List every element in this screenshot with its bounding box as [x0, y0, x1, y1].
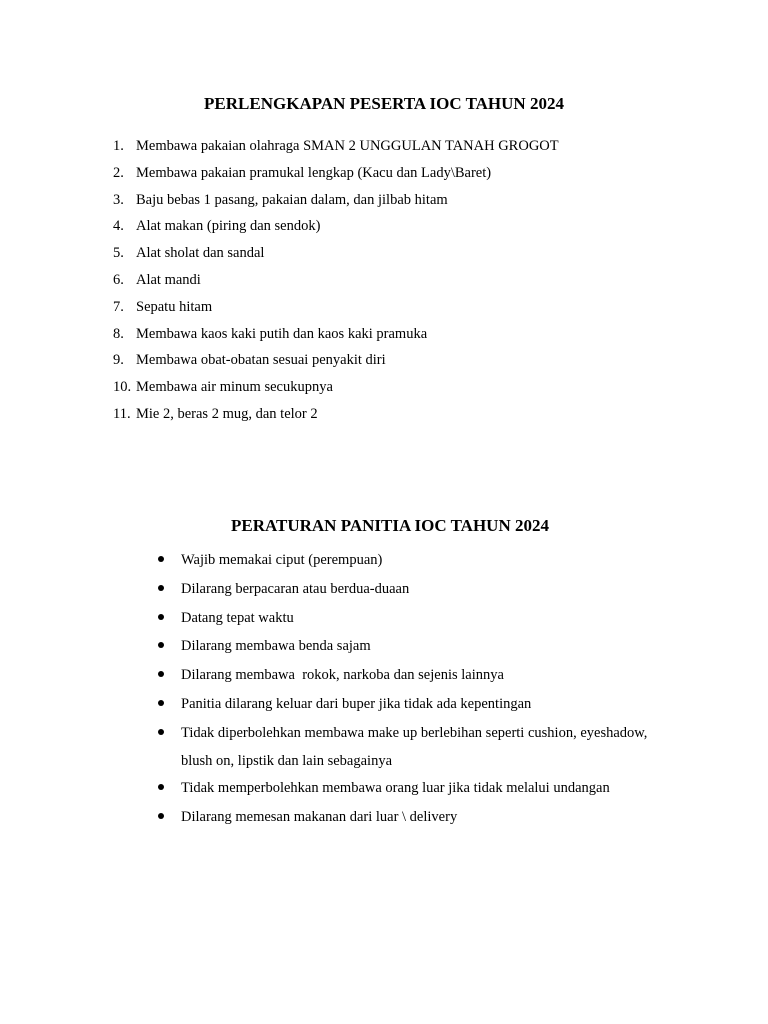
bullet-icon	[158, 614, 164, 620]
list-number: 8.	[113, 325, 124, 342]
bullet-icon	[158, 585, 164, 591]
list-item-text: Tidak memperbolehkan membawa orang luar jika tidak melalui undangan	[181, 780, 610, 797]
list-item-text: Membawa kaos kaki putih dan kaos kaki pramuka	[136, 325, 428, 342]
list-item-text: Wajib memakai ciput (perempuan)	[181, 552, 383, 568]
equipment-list	[0, 136, 768, 431]
list-item	[0, 243, 768, 270]
bullet-icon	[158, 784, 164, 790]
list-item-text: Membawa air minum secukupnya	[136, 379, 333, 396]
bullet-icon	[158, 642, 164, 648]
list-item	[0, 190, 768, 217]
list-item	[0, 270, 768, 297]
list-item-text: Tidak diperbolehkan membawa make up berlebihan seperti cushion, eyeshadow, blush on, lipstik dan lain sebagainya	[181, 724, 648, 769]
list-item-text: Dilarang membawa benda sajam	[181, 638, 371, 655]
list-item-text: Panitia dilarang keluar dari buper jika tidak ada kepentingan	[181, 695, 532, 712]
list-item-text: Membawa pakaian olahraga SMAN 2 UNGGULAN TANAH GROGOT	[136, 138, 559, 154]
list-item-text: Dilarang membawa rokok, narkoba dan sejenis lainnya	[181, 667, 504, 684]
bullet-icon	[158, 671, 164, 677]
list-item-text: Alat mandi	[136, 271, 201, 288]
equipment-list-title: PERLENGKAPAN PESERTA IOC TAHUN 2024	[204, 94, 564, 113]
list-number: 7.	[113, 298, 124, 315]
list-item	[0, 324, 768, 351]
bullet-icon	[158, 700, 164, 706]
list-item	[0, 163, 768, 190]
list-number: 9.	[113, 352, 124, 369]
rules-list	[0, 546, 768, 832]
list-item	[0, 690, 768, 719]
list-item	[0, 216, 768, 243]
list-number: 6.	[113, 271, 124, 288]
list-item	[0, 297, 768, 324]
list-item	[0, 632, 768, 661]
list-item-text: Datang tepat waktu	[181, 609, 294, 626]
bullet-icon	[158, 729, 164, 735]
list-item-text: Membawa pakaian pramukal lengkap (Kacu dan Lady\Baret)	[136, 164, 492, 181]
list-item-text: Membawa obat-obatan sesuai penyakit diri	[136, 352, 386, 369]
list-item	[0, 575, 768, 604]
list-number: 2.	[113, 164, 124, 181]
list-item	[0, 404, 768, 431]
list-item-text: Alat sholat dan sandal	[136, 245, 265, 262]
list-item	[0, 719, 768, 775]
list-number: 5.	[113, 245, 124, 262]
list-item	[0, 350, 768, 377]
list-number: 10.	[113, 379, 132, 396]
list-item-text: Dilarang berpacaran atau berdua-duaan	[181, 580, 410, 597]
list-item	[0, 604, 768, 633]
list-item	[0, 136, 768, 163]
list-item	[0, 774, 768, 803]
list-number: 4.	[113, 218, 124, 235]
list-item	[0, 661, 768, 690]
list-item	[0, 803, 768, 832]
bullet-icon	[158, 813, 164, 819]
bullet-icon	[158, 556, 164, 562]
list-item	[0, 546, 768, 575]
list-number: 3.	[113, 191, 124, 208]
list-item-text: Dilarang memesan makanan dari luar \ delivery	[181, 809, 458, 826]
list-item-text: Mie 2, beras 2 mug, dan telor 2	[136, 405, 318, 422]
rules-list-title: PERATURAN PANITIA IOC TAHUN 2024	[231, 516, 549, 535]
list-item-text: Alat makan (piring dan sendok)	[136, 218, 321, 235]
list-item-text: Baju bebas 1 pasang, pakaian dalam, dan jilbab hitam	[136, 191, 448, 208]
list-item-text: Sepatu hitam	[136, 298, 213, 315]
list-item	[0, 377, 768, 404]
list-number: 1.	[113, 138, 124, 154]
list-number: 11.	[113, 405, 131, 422]
